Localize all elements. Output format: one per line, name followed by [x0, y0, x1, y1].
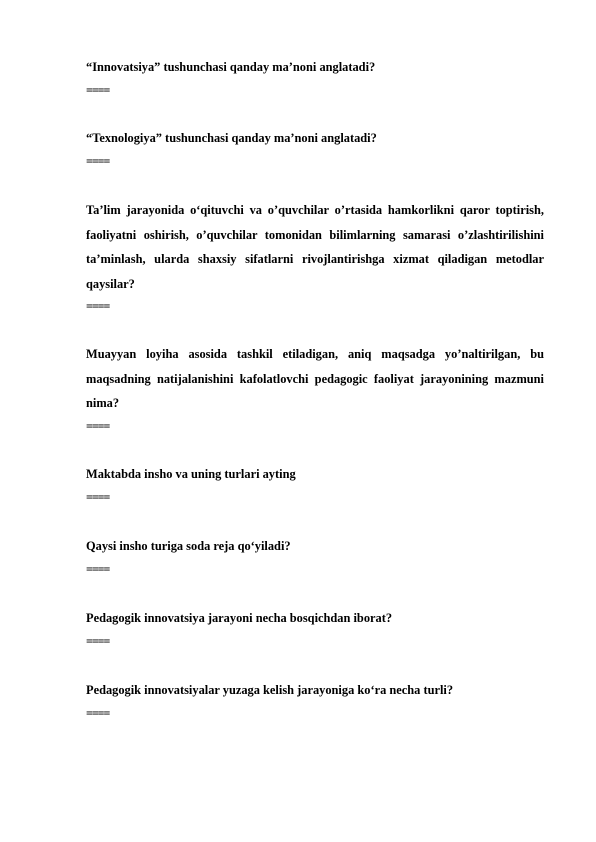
- question-separator: ====: [86, 562, 110, 576]
- question-2: “Texnologiya” tushunchasi qanday ma’noni anglatadi?: [86, 131, 377, 145]
- question-7: Pedagogik innovatsiya jarayoni necha bosqichdan iborat?: [86, 611, 393, 625]
- question-separator: ====: [86, 299, 110, 313]
- question-1: “Innovatsiya” tushunchasi qanday ma’noni anglatadi?: [86, 60, 376, 74]
- question-5: Maktabda insho va uning turlari ayting: [86, 467, 296, 481]
- question-separator: ====: [86, 490, 110, 504]
- question-6: Qaysi insho turiga soda reja qo‘yiladi?: [86, 539, 291, 553]
- question-separator: ====: [86, 634, 110, 648]
- question-separator: ====: [86, 83, 110, 97]
- question-separator: ====: [86, 419, 110, 433]
- question-3: Ta’lim jarayonida o‘qituvchi va o’quvchilar o’rtasida hamkorlikni qaror toptirish, faoliyatni oshirish, o’quvchilar tomonidan bilimlarning samarasi o’zlashtirilishini ta’minlash, ularda shaxsiy sifatlarni rivojlantirishga xizmat qiladigan metodlar qaysilar?: [86, 203, 544, 291]
- question-separator: ====: [86, 154, 110, 168]
- question-8: Pedagogik innovatsiyalar yuzaga kelish jarayoniga ko‘ra necha turli?: [86, 683, 454, 697]
- question-separator: ====: [86, 706, 110, 720]
- question-4: Muayyan loyiha asosida tashkil etiladigan, aniq maqsadga yo’naltirilgan, bu maqsadning natijalanishini kafolatlovchi pedagogic faoliyat jarayonining mazmuni nima?: [86, 347, 544, 410]
